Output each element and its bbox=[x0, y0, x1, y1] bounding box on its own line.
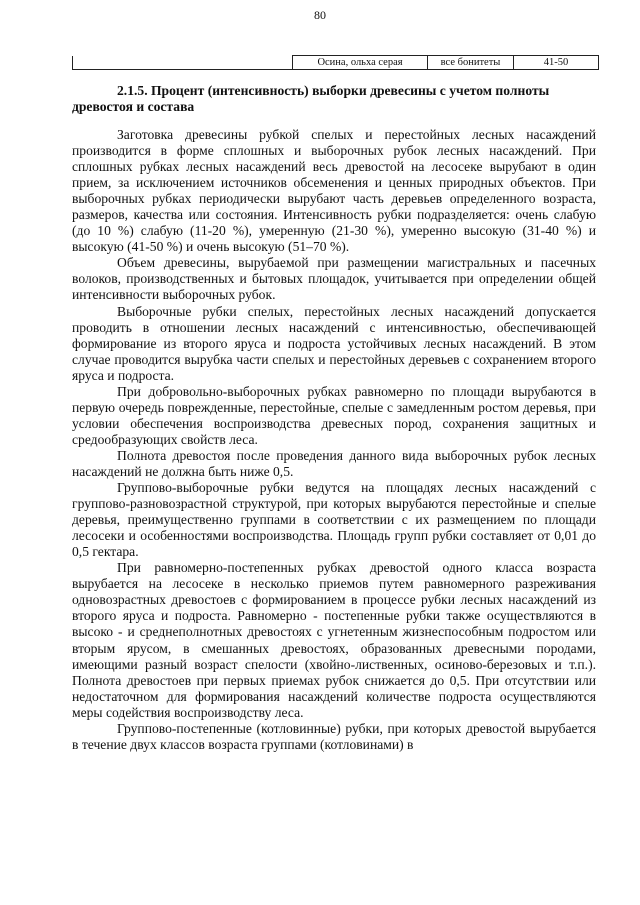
table-cell-range: 41-50 bbox=[514, 56, 599, 70]
table-row bbox=[73, 56, 599, 70]
continuation-table bbox=[72, 55, 599, 70]
paragraph: При добровольно-выборочных рубках равномерно по площади вырубаются в первую очередь поврежденные, перестойные, спелые с замедленным ростом деревья, при условии обеспечения воспроизводства древесных пород, сохранения защитных и средообразующих свойств леса. bbox=[72, 383, 596, 447]
paragraph: Заготовка древесины рубкой спелых и перестойных лесных насаждений производится в форме сплошных и выборочных рубок лесных насаждений. При сплошных рубках лесных насаждений весь древостой на лесосеке вырубают в один прием, за исключением источников обсеменения и ценных природных объектов. При выборочных рубках периодически вырубают часть деревьев определенного возраста, размеров, качества или состояния. Интенсивность рубки подразделяется: очень слабую (до 10 %) слабую (11-20 %), умеренную (21-30 %), умеренно высокую (31-40 %) и высокую (41-50 %) и очень высокую (51–70 %). bbox=[72, 127, 596, 255]
page-number: 80 bbox=[314, 8, 326, 22]
paragraph: Объем древесины, вырубаемой при размещении магистральных и пасечных волоков, производственных и бытовых площадок, учитывается при определении общей интенсивности выборочных рубок. bbox=[72, 255, 596, 303]
paragraph: Выборочные рубки спелых, перестойных лесных насаждений допускается проводить в отношении лесных насаждений с интенсивностью, обеспечивающей формирование из второго яруса и подроста устойчивых лесных насаждений. В этом случае проводится вырубка части спелых и перестойных деревьев с сохранением второго яруса и подроста. bbox=[72, 303, 596, 383]
paragraph: Полнота древостоя после проведения данного вида выборочных рубок лесных насаждений не должна быть ниже 0,5. bbox=[72, 447, 596, 479]
section-title-text: 2.1.5. Процент (интенсивность) выборки древесины с учетом полноты древостоя и состава bbox=[72, 83, 550, 114]
table-cell-empty bbox=[73, 56, 293, 70]
body-text bbox=[72, 127, 596, 753]
paragraph: При равномерно-постепенных рубках древостой одного класса возраста вырубается на лесосеке в несколько приемов путем равномерного разреживания одновозрастных древостоев с формированием в процессе рубки лесных насаждений из второго яруса и подроста. Равномерно - постепенные рубки также осуществляются в высоко - и среднеполнотных древостоях с угнетенным жизнеспособным подростом или вторым ярусом, в смешанных древостоях, образованных древесными породами, имеющими разный возраст спелости (хвойно-лиственных, осиново-березовых и т.п.). Полнота древостоев при первых приемах рубок снижается до 0,5. При отсутствии или недостаточном для формирования насаждений количестве подроста осуществляются меры содействия воспроизводству леса. bbox=[72, 560, 596, 720]
paragraph: Группово-постепенные (котловинные) рубки, при которых древостой вырубается в течение двух классов возраста группами (котловинами) в bbox=[72, 720, 596, 752]
section-title bbox=[72, 83, 596, 115]
table-cell-species: Осина, ольха серая bbox=[293, 56, 428, 70]
table-cell-bonitet: все бонитеты bbox=[428, 56, 514, 70]
paragraph: Группово-выборочные рубки ведутся на площадях лесных насаждений с группово-разновозрастной структурой, при которых вырубаются перестойные и спелые деревья, преимущественно группами в соответствии с их размещением по площади лесосеки и особенностями воспроизводства. Площадь групп рубки составляет от 0,01 до 0,5 гектара. bbox=[72, 480, 596, 560]
